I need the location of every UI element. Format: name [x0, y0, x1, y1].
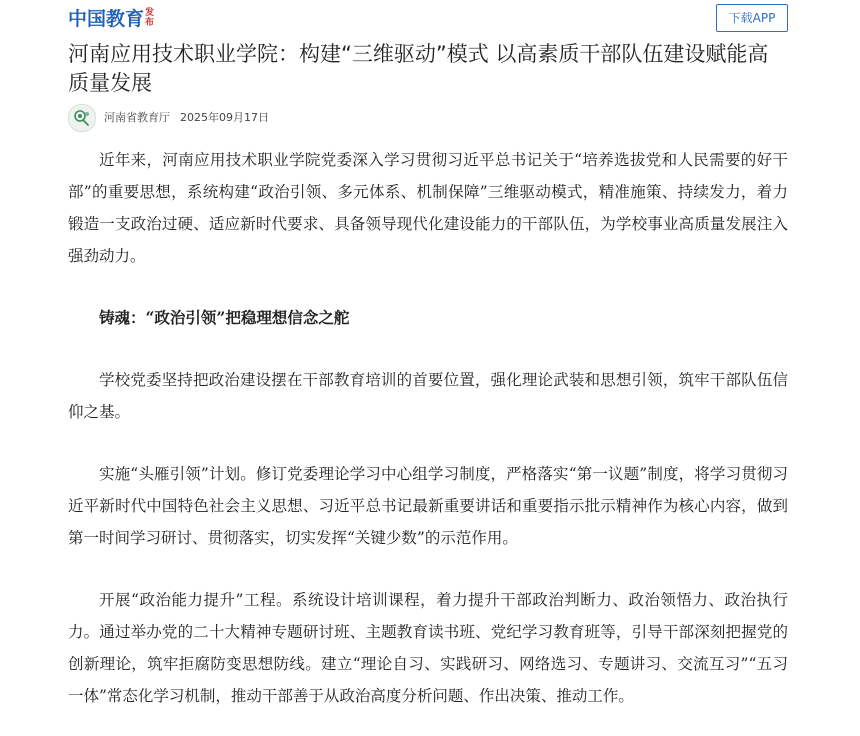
logo-subtext-2: 布 [145, 18, 155, 28]
source-avatar-icon [68, 104, 96, 132]
section-heading: 铸魂：“政治引领”把稳理想信念之舵 [99, 308, 350, 327]
article-source: 河南省教育厅 [104, 111, 170, 124]
paragraph: 实施“头雁引领”计划。修订党委理论学习中心组学习制度，严格落实“第一议题”制度，将学习贯彻习近平新时代中国特色社会主义思想、习近平总书记最新重要讲话和重要指示批示精神作为核心内容，做到第一时间学习研讨、贯彻落实，切实发挥“关键少数”的示范作用。 [68, 465, 788, 547]
article-body [68, 144, 788, 736]
logo-text: 中国教育 [68, 8, 145, 30]
article-meta [68, 104, 269, 132]
article-title: 河南应用技术职业学院：构建“三维驱动”模式 以高素质干部队伍建设赋能高质量发展 [68, 42, 769, 95]
logo-subtext-1: 发 [145, 8, 155, 18]
article-date: 2025年09月17日 [180, 111, 269, 124]
paragraph: 学校党委坚持把政治建设摆在干部教育培训的首要位置，强化理论武装和思想引领，筑牢干部队伍信仰之基。 [68, 371, 788, 421]
paragraph: 开展“政治能力提升”工程。系统设计培训课程，着力提升干部政治判断力、政治领悟力、政治执行力。通过举办党的二十大精神专题研讨班、主题教育读书班、党纪学习教育班等，引导干部深刻把握党的创新理论，筑牢拒腐防变思想防线。建立“理论自习、实践研习、网络选习、专题讲习、交流互习”“五习一体”常态化学习机制，推动干部善于从政治高度分析问题、作出决策、推动工作。 [68, 591, 788, 705]
download-app-button[interactable]: 下载APP [716, 4, 788, 32]
top-bar [0, 0, 860, 36]
site-logo[interactable] [68, 8, 155, 30]
logo-subtext [145, 8, 155, 28]
paragraph: 近年来，河南应用技术职业学院党委深入学习贯彻习近平总书记关于“培养选拔党和人民需要的好干部”的重要思想，系统构建“政治引领、多元体系、机制保障”三维驱动模式，精准施策、持续发力，着力锻造一支政治过硬、适应新时代要求、具备领导现代化建设能力的干部队伍，为学校事业高质量发展注入强劲动力。 [68, 151, 788, 265]
